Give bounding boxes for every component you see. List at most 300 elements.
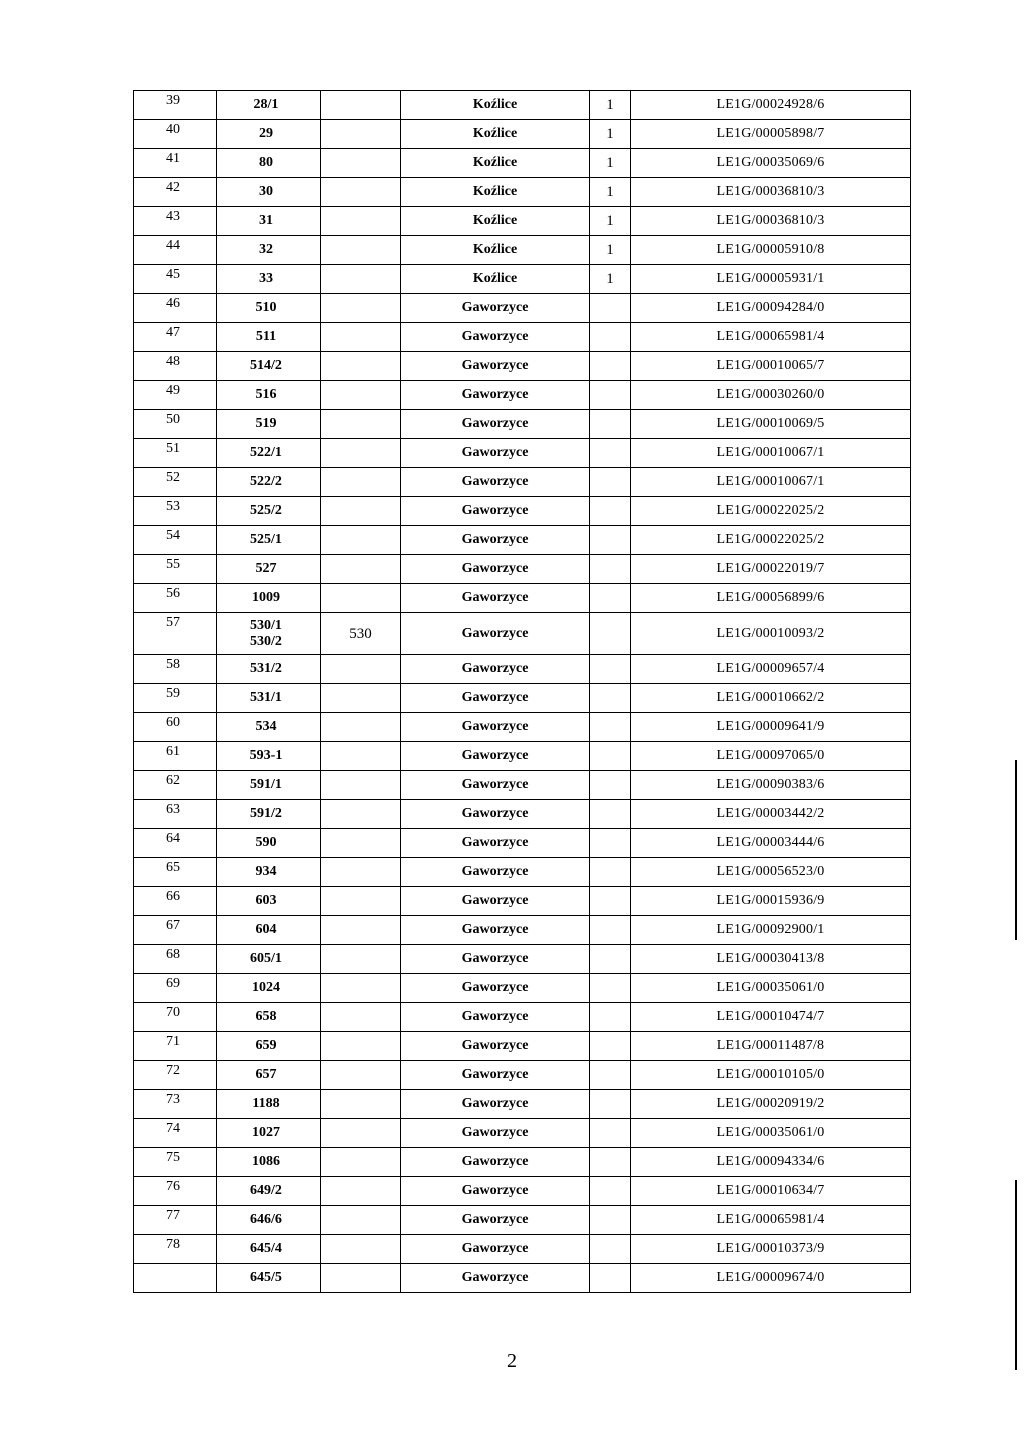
village-cell: Koźlice xyxy=(401,91,590,120)
parcel-number-cell xyxy=(217,1003,321,1032)
previous-parcel-cell xyxy=(321,974,401,1003)
share-cell xyxy=(590,887,631,916)
share-cell xyxy=(590,613,631,655)
parcel-number-cell xyxy=(217,887,321,916)
share-cell: 1 xyxy=(590,236,631,265)
village-cell: Gaworzyce xyxy=(401,555,590,584)
parcel-number-cell xyxy=(217,584,321,613)
row-number-cell: 57 xyxy=(134,613,217,655)
parcel-number-cell xyxy=(217,497,321,526)
row-number-cell: 48 xyxy=(134,352,217,381)
share-cell xyxy=(590,352,631,381)
share-cell: 1 xyxy=(590,91,631,120)
row-number-cell: 59 xyxy=(134,684,217,713)
table-row xyxy=(134,207,911,236)
parcel-number: 525/2 xyxy=(250,503,282,518)
parcel-number: 590 xyxy=(255,835,277,850)
previous-parcel-cell xyxy=(321,771,401,800)
table-row xyxy=(134,236,911,265)
previous-parcel-cell xyxy=(321,1119,401,1148)
land-register-cell: LE1G/00036810/3 xyxy=(631,207,911,236)
table-row xyxy=(134,1003,911,1032)
table-row xyxy=(134,323,911,352)
land-register-cell: LE1G/00024928/6 xyxy=(631,91,911,120)
village-cell: Koźlice xyxy=(401,149,590,178)
village-cell: Gaworzyce xyxy=(401,1061,590,1090)
table-row xyxy=(134,352,911,381)
land-register-cell: LE1G/00010069/5 xyxy=(631,410,911,439)
previous-parcel-cell xyxy=(321,555,401,584)
parcel-number-cell xyxy=(217,655,321,684)
land-register-cell: LE1G/00003444/6 xyxy=(631,829,911,858)
village-cell: Gaworzyce xyxy=(401,858,590,887)
table-row xyxy=(134,1090,911,1119)
previous-parcel-cell xyxy=(321,381,401,410)
land-register-cell: LE1G/00090383/6 xyxy=(631,771,911,800)
parcel-number-cell xyxy=(217,207,321,236)
row-number-cell: 51 xyxy=(134,439,217,468)
share-cell xyxy=(590,1264,631,1293)
parcel-number-cell xyxy=(217,178,321,207)
parcel-number: 32 xyxy=(259,242,273,257)
parcel-number: 31 xyxy=(259,213,273,228)
row-number-cell: 66 xyxy=(134,887,217,916)
share-cell: 1 xyxy=(590,178,631,207)
row-number-cell: 67 xyxy=(134,916,217,945)
row-number-cell: 62 xyxy=(134,771,217,800)
land-register-cell: LE1G/00010067/1 xyxy=(631,468,911,497)
village-cell: Gaworzyce xyxy=(401,1264,590,1293)
previous-parcel-cell xyxy=(321,916,401,945)
parcel-number: 657 xyxy=(255,1067,277,1082)
table-row xyxy=(134,713,911,742)
previous-parcel-cell xyxy=(321,120,401,149)
parcel-number-cell xyxy=(217,381,321,410)
parcel-number-cell xyxy=(217,945,321,974)
parcel-number-cell xyxy=(217,526,321,555)
table-row xyxy=(134,294,911,323)
table-row xyxy=(134,1032,911,1061)
previous-parcel-cell xyxy=(321,91,401,120)
parcel-number: 1027 xyxy=(252,1125,280,1140)
table-row xyxy=(134,1177,911,1206)
parcel-number: 28/1 xyxy=(253,97,279,112)
row-number-cell xyxy=(134,1264,217,1293)
row-number-cell: 39 xyxy=(134,91,217,120)
row-number-cell: 71 xyxy=(134,1032,217,1061)
parcel-number-cell xyxy=(217,1148,321,1177)
page-number: 2 xyxy=(507,1350,517,1372)
village-cell: Gaworzyce xyxy=(401,381,590,410)
previous-parcel-cell xyxy=(321,742,401,771)
village-cell: Koźlice xyxy=(401,120,590,149)
row-number-cell: 63 xyxy=(134,800,217,829)
parcel-number: 519 xyxy=(255,416,277,431)
land-register-cell: LE1G/00036810/3 xyxy=(631,178,911,207)
parcel-number: 522/2 xyxy=(250,474,282,489)
land-register-cell: LE1G/00010093/2 xyxy=(631,613,911,655)
previous-parcel-cell xyxy=(321,1177,401,1206)
parcel-number: 591/2 xyxy=(250,806,282,821)
row-number-cell: 52 xyxy=(134,468,217,497)
table-row xyxy=(134,613,911,655)
parcel-number: 649/2 xyxy=(250,1183,282,1198)
share-cell xyxy=(590,1148,631,1177)
parcel-number-cell xyxy=(217,974,321,1003)
land-register-cell: LE1G/00056899/6 xyxy=(631,584,911,613)
previous-parcel-cell xyxy=(321,352,401,381)
previous-parcel-cell xyxy=(321,858,401,887)
row-number-cell: 77 xyxy=(134,1206,217,1235)
row-number-cell: 45 xyxy=(134,265,217,294)
table-row xyxy=(134,945,911,974)
table-row xyxy=(134,381,911,410)
table-row xyxy=(134,1264,911,1293)
parcel-number: 1086 xyxy=(252,1154,280,1169)
parcel-registry-table xyxy=(133,90,911,1293)
village-cell: Gaworzyce xyxy=(401,1206,590,1235)
table-row xyxy=(134,439,911,468)
previous-parcel-cell xyxy=(321,1090,401,1119)
row-number-cell: 64 xyxy=(134,829,217,858)
scan-margin-rule xyxy=(1015,760,1017,940)
village-cell: Gaworzyce xyxy=(401,1235,590,1264)
parcel-number-cell xyxy=(217,742,321,771)
parcel-number: 658 xyxy=(255,1009,277,1024)
parcel-number: 80 xyxy=(259,155,273,170)
previous-parcel-cell xyxy=(321,684,401,713)
share-cell xyxy=(590,1177,631,1206)
land-register-cell: LE1G/00010067/1 xyxy=(631,439,911,468)
parcel-number-cell xyxy=(217,1264,321,1293)
parcel-number: 510 xyxy=(255,300,277,315)
parcel-number-cell xyxy=(217,771,321,800)
share-cell xyxy=(590,916,631,945)
row-number-cell: 53 xyxy=(134,497,217,526)
parcel-number: 604 xyxy=(255,922,277,937)
table-row xyxy=(134,684,911,713)
parcel-number-cell xyxy=(217,439,321,468)
table-row xyxy=(134,858,911,887)
parcel-number-cell xyxy=(217,294,321,323)
table-row xyxy=(134,1235,911,1264)
land-register-cell: LE1G/00094284/0 xyxy=(631,294,911,323)
row-number-cell: 69 xyxy=(134,974,217,1003)
previous-parcel-cell xyxy=(321,294,401,323)
row-number-cell: 42 xyxy=(134,178,217,207)
row-number-cell: 50 xyxy=(134,410,217,439)
share-cell xyxy=(590,1235,631,1264)
row-number-cell: 43 xyxy=(134,207,217,236)
table-row xyxy=(134,1061,911,1090)
row-number-cell: 65 xyxy=(134,858,217,887)
parcel-number: 534 xyxy=(255,719,277,734)
land-register-cell: LE1G/00005931/1 xyxy=(631,265,911,294)
village-cell: Gaworzyce xyxy=(401,1177,590,1206)
parcel-number-cell xyxy=(217,829,321,858)
share-cell xyxy=(590,381,631,410)
row-number-cell: 49 xyxy=(134,381,217,410)
row-number-cell: 47 xyxy=(134,323,217,352)
parcel-number-cell xyxy=(217,1090,321,1119)
previous-parcel-cell xyxy=(321,945,401,974)
share-cell xyxy=(590,1206,631,1235)
village-cell: Koźlice xyxy=(401,236,590,265)
share-cell xyxy=(590,468,631,497)
share-cell xyxy=(590,829,631,858)
village-cell: Gaworzyce xyxy=(401,1119,590,1148)
parcel-number-cell xyxy=(217,1119,321,1148)
village-cell: Gaworzyce xyxy=(401,1148,590,1177)
share-cell xyxy=(590,858,631,887)
village-cell: Gaworzyce xyxy=(401,1090,590,1119)
land-register-cell: LE1G/00020919/2 xyxy=(631,1090,911,1119)
parcel-number: 531/1 xyxy=(250,690,282,705)
table-row xyxy=(134,1119,911,1148)
previous-parcel-cell xyxy=(321,1264,401,1293)
parcel-number-cell xyxy=(217,120,321,149)
previous-parcel-cell xyxy=(321,265,401,294)
table-row xyxy=(134,410,911,439)
parcel-number-cell xyxy=(217,265,321,294)
table-row xyxy=(134,265,911,294)
share-cell xyxy=(590,1003,631,1032)
parcel-number-cell xyxy=(217,323,321,352)
parcel-number: 29 xyxy=(259,126,273,141)
row-number-cell: 68 xyxy=(134,945,217,974)
parcel-number: 1188 xyxy=(252,1096,280,1111)
parcel-number: 603 xyxy=(255,893,277,908)
parcel-number-cell xyxy=(217,800,321,829)
share-cell xyxy=(590,584,631,613)
parcel-number-cell xyxy=(217,410,321,439)
row-number-cell: 54 xyxy=(134,526,217,555)
land-register-cell: LE1G/00009641/9 xyxy=(631,713,911,742)
parcel-number: 1009 xyxy=(252,590,280,605)
parcel-number-cell xyxy=(217,858,321,887)
table-row xyxy=(134,742,911,771)
previous-parcel-cell xyxy=(321,526,401,555)
parcel-number-cell xyxy=(217,91,321,120)
village-cell: Koźlice xyxy=(401,207,590,236)
table-row xyxy=(134,887,911,916)
parcel-number-cell xyxy=(217,555,321,584)
parcel-number: 934 xyxy=(255,864,277,879)
parcel-number-cell xyxy=(217,149,321,178)
village-cell: Gaworzyce xyxy=(401,439,590,468)
row-number-cell: 61 xyxy=(134,742,217,771)
share-cell xyxy=(590,497,631,526)
previous-parcel-cell xyxy=(321,236,401,265)
share-cell: 1 xyxy=(590,265,631,294)
share-cell xyxy=(590,439,631,468)
parcel-registry-body xyxy=(134,91,911,1293)
land-register-cell: LE1G/00010065/7 xyxy=(631,352,911,381)
previous-parcel-cell xyxy=(321,655,401,684)
row-number-cell: 46 xyxy=(134,294,217,323)
row-number-cell: 60 xyxy=(134,713,217,742)
parcel-number-cell xyxy=(217,713,321,742)
parcel-number-cell xyxy=(217,236,321,265)
land-register-cell: LE1G/00010474/7 xyxy=(631,1003,911,1032)
row-number-cell: 44 xyxy=(134,236,217,265)
share-cell xyxy=(590,1061,631,1090)
land-register-cell: LE1G/00035061/0 xyxy=(631,974,911,1003)
land-register-cell: LE1G/00010373/9 xyxy=(631,1235,911,1264)
village-cell: Gaworzyce xyxy=(401,742,590,771)
village-cell: Gaworzyce xyxy=(401,294,590,323)
table-row xyxy=(134,526,911,555)
parcel-number: 645/4 xyxy=(250,1241,282,1256)
land-register-cell: LE1G/00015936/9 xyxy=(631,887,911,916)
share-cell xyxy=(590,323,631,352)
parcel-number: 593-1 xyxy=(249,748,283,763)
land-register-cell: LE1G/00005898/7 xyxy=(631,120,911,149)
row-number-cell: 74 xyxy=(134,1119,217,1148)
table-row xyxy=(134,149,911,178)
parcel-number: 531/2 xyxy=(250,661,282,676)
village-cell: Gaworzyce xyxy=(401,771,590,800)
share-cell xyxy=(590,1032,631,1061)
parcel-number: 591/1 xyxy=(250,777,282,792)
parcel-number: 527 xyxy=(255,561,277,576)
row-number-cell: 72 xyxy=(134,1061,217,1090)
land-register-cell: LE1G/00035069/6 xyxy=(631,149,911,178)
table-row xyxy=(134,91,911,120)
table-row xyxy=(134,974,911,1003)
parcel-number-cell xyxy=(217,1235,321,1264)
previous-parcel-cell xyxy=(321,1206,401,1235)
previous-parcel-cell xyxy=(321,1061,401,1090)
land-register-cell: LE1G/00030413/8 xyxy=(631,945,911,974)
previous-parcel-cell xyxy=(321,149,401,178)
parcel-number: 511 xyxy=(255,329,277,344)
share-cell xyxy=(590,655,631,684)
land-register-cell: LE1G/00011487/8 xyxy=(631,1032,911,1061)
parcel-number: 33 xyxy=(259,271,273,286)
previous-parcel-cell xyxy=(321,829,401,858)
previous-parcel-cell xyxy=(321,800,401,829)
table-row xyxy=(134,655,911,684)
village-cell: Gaworzyce xyxy=(401,974,590,1003)
parcel-number-cell xyxy=(217,1177,321,1206)
land-register-cell: LE1G/00065981/4 xyxy=(631,1206,911,1235)
share-cell xyxy=(590,771,631,800)
table-row xyxy=(134,468,911,497)
previous-parcel-cell xyxy=(321,1148,401,1177)
parcel-number-cell xyxy=(217,613,321,655)
land-register-cell: LE1G/00022025/2 xyxy=(631,526,911,555)
land-register-cell: LE1G/00035061/0 xyxy=(631,1119,911,1148)
land-register-cell: LE1G/00009674/0 xyxy=(631,1264,911,1293)
previous-parcel-cell xyxy=(321,468,401,497)
village-cell: Gaworzyce xyxy=(401,713,590,742)
parcel-number: 1024 xyxy=(252,980,280,995)
row-number-cell: 41 xyxy=(134,149,217,178)
parcel-number-cell xyxy=(217,1032,321,1061)
land-register-cell: LE1G/00010634/7 xyxy=(631,1177,911,1206)
row-number-cell: 76 xyxy=(134,1177,217,1206)
table-row xyxy=(134,829,911,858)
village-cell: Gaworzyce xyxy=(401,655,590,684)
village-cell: Gaworzyce xyxy=(401,352,590,381)
share-cell xyxy=(590,1090,631,1119)
village-cell: Gaworzyce xyxy=(401,613,590,655)
village-cell: Gaworzyce xyxy=(401,1003,590,1032)
village-cell: Gaworzyce xyxy=(401,800,590,829)
village-cell: Gaworzyce xyxy=(401,468,590,497)
parcel-number-cell xyxy=(217,1061,321,1090)
parcel-number: 514/2 xyxy=(250,358,282,373)
village-cell: Gaworzyce xyxy=(401,887,590,916)
parcel-number-cell xyxy=(217,352,321,381)
previous-parcel-cell xyxy=(321,410,401,439)
village-cell: Koźlice xyxy=(401,178,590,207)
parcel-number: 30 xyxy=(259,184,273,199)
row-number-cell: 56 xyxy=(134,584,217,613)
land-register-cell: LE1G/00097065/0 xyxy=(631,742,911,771)
land-register-cell: LE1G/00056523/0 xyxy=(631,858,911,887)
village-cell: Gaworzyce xyxy=(401,526,590,555)
village-cell: Gaworzyce xyxy=(401,829,590,858)
parcel-number: 522/1 xyxy=(250,445,282,460)
table-row xyxy=(134,497,911,526)
parcel-number: 605/1 xyxy=(250,951,282,966)
table-row xyxy=(134,120,911,149)
table-row xyxy=(134,800,911,829)
village-cell: Gaworzyce xyxy=(401,410,590,439)
table-row xyxy=(134,584,911,613)
share-cell xyxy=(590,742,631,771)
parcel-number: 530/2 xyxy=(250,633,282,649)
share-cell xyxy=(590,526,631,555)
share-cell: 1 xyxy=(590,149,631,178)
share-cell: 1 xyxy=(590,120,631,149)
row-number-cell: 73 xyxy=(134,1090,217,1119)
table-row xyxy=(134,771,911,800)
table-row xyxy=(134,1148,911,1177)
parcel-number: 646/6 xyxy=(250,1212,282,1227)
parcel-number: 516 xyxy=(255,387,277,402)
row-number-cell: 78 xyxy=(134,1235,217,1264)
village-cell: Gaworzyce xyxy=(401,584,590,613)
previous-parcel-cell xyxy=(321,323,401,352)
table-row xyxy=(134,555,911,584)
previous-parcel-cell xyxy=(321,584,401,613)
parcel-number-cell xyxy=(217,468,321,497)
parcel-number: 525/1 xyxy=(250,532,282,547)
village-cell: Gaworzyce xyxy=(401,684,590,713)
land-register-cell: LE1G/00030260/0 xyxy=(631,381,911,410)
village-cell: Gaworzyce xyxy=(401,1032,590,1061)
land-register-cell: LE1G/00003442/2 xyxy=(631,800,911,829)
previous-parcel-cell xyxy=(321,1235,401,1264)
previous-parcel-cell xyxy=(321,178,401,207)
parcel-number-cell xyxy=(217,916,321,945)
land-register-cell: LE1G/00010105/0 xyxy=(631,1061,911,1090)
row-number-cell: 58 xyxy=(134,655,217,684)
parcel-number-cell xyxy=(217,684,321,713)
land-register-cell: LE1G/00022019/7 xyxy=(631,555,911,584)
land-register-cell: LE1G/00010662/2 xyxy=(631,684,911,713)
previous-parcel-cell: 530 xyxy=(321,613,401,655)
village-cell: Gaworzyce xyxy=(401,916,590,945)
row-number-cell: 70 xyxy=(134,1003,217,1032)
share-cell xyxy=(590,410,631,439)
table-row xyxy=(134,178,911,207)
share-cell: 1 xyxy=(590,207,631,236)
scan-margin-rule xyxy=(1015,1180,1017,1370)
